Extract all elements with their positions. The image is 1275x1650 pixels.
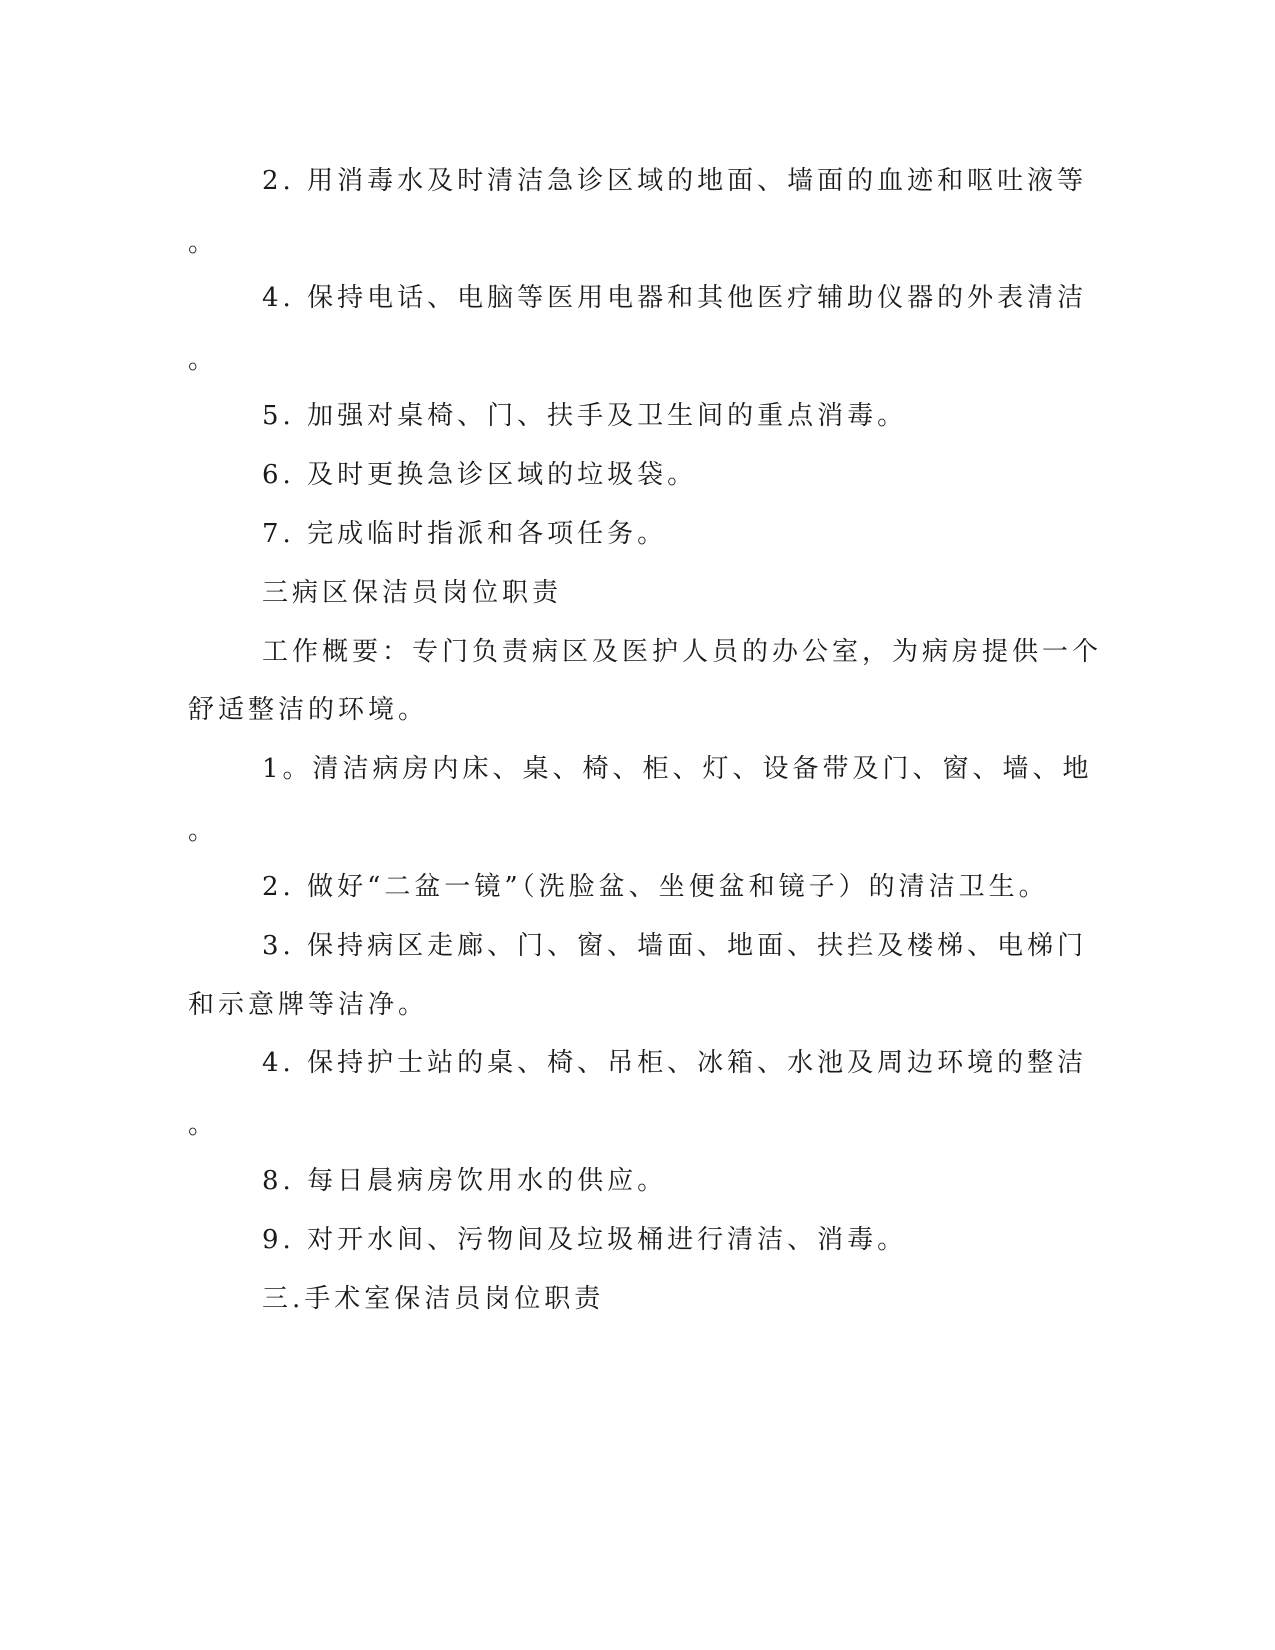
paragraph-line: 工作概要：专门负责病区及医护人员的办公室，为病房提供一个 bbox=[262, 637, 1103, 667]
paragraph-line: 6. 及时更换急诊区域的垃圾袋。 bbox=[262, 460, 698, 490]
paragraph-line: 3. 保持病区走廊、门、窗、墙面、地面、扶拦及楼梯、电梯门 bbox=[262, 931, 1088, 961]
paragraph-line: 和示意牌等洁净。 bbox=[188, 990, 429, 1020]
paragraph-line: 7. 完成临时指派和各项任务。 bbox=[262, 519, 668, 549]
paragraph-line: 。 bbox=[188, 1110, 219, 1140]
paragraph-line: 4. 保持电话、电脑等医用电器和其他医疗辅助仪器的外表清洁 bbox=[262, 283, 1088, 313]
paragraph-line: 5. 加强对桌椅、门、扶手及卫生间的重点消毒。 bbox=[262, 401, 908, 431]
paragraph-line: 2. 用消毒水及时清洁急诊区域的地面、墙面的血迹和呕吐液等 bbox=[262, 166, 1088, 196]
paragraph-line: 。 bbox=[188, 345, 219, 375]
paragraph-line: 8. 每日晨病房饮用水的供应。 bbox=[262, 1166, 668, 1196]
section-heading: 三.手术室保洁员岗位职责 bbox=[262, 1284, 605, 1314]
paragraph-line: 4. 保持护士站的桌、椅、吊柜、冰箱、水池及周边环境的整洁 bbox=[262, 1048, 1088, 1078]
paragraph-line: 2. 做好“二盆一镜”（洗脸盆、坐便盆和镜子）的清洁卫生。 bbox=[262, 872, 1049, 902]
paragraph-line: 。 bbox=[188, 228, 219, 258]
paragraph-line: 。 bbox=[188, 816, 219, 846]
paragraph-line: 9. 对开水间、污物间及垃圾桶进行清洁、消毒。 bbox=[262, 1225, 908, 1255]
paragraph-line: 舒适整洁的环境。 bbox=[188, 695, 429, 725]
section-heading: 三病区保洁员岗位职责 bbox=[262, 578, 563, 608]
paragraph-line: 1。清洁病房内床、桌、椅、柜、灯、设备带及门、窗、墙、地 bbox=[262, 754, 1093, 784]
